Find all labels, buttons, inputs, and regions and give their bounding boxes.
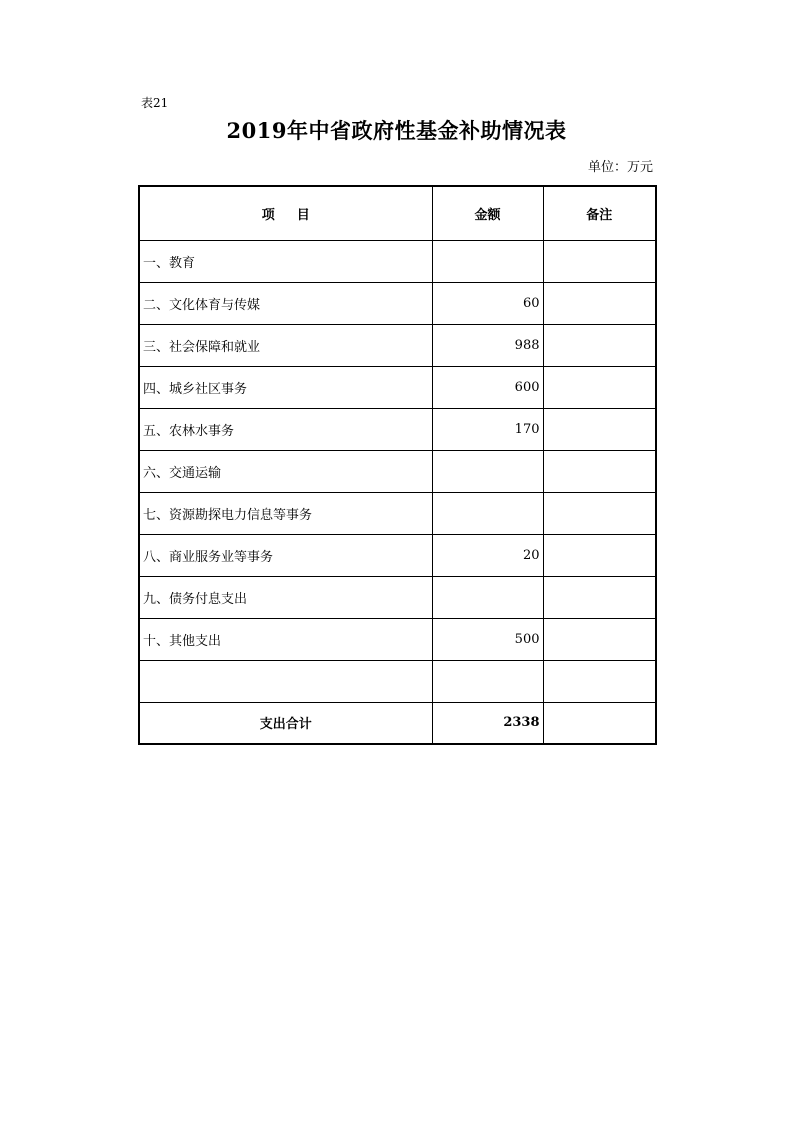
row-item xyxy=(139,660,432,702)
row-note xyxy=(543,282,656,324)
row-item: 八、商业服务业等事务 xyxy=(139,534,432,576)
row-amount: 600 xyxy=(432,366,543,408)
unit-label: 单位：万元 xyxy=(587,160,653,175)
row-amount: 170 xyxy=(432,408,543,450)
row-item: 九、债务付息支出 xyxy=(139,576,432,618)
row-note xyxy=(543,408,656,450)
row-amount xyxy=(432,660,543,702)
row-note xyxy=(543,366,656,408)
total-amount: 2338 xyxy=(432,702,543,744)
row-item: 十、其他支出 xyxy=(139,618,432,660)
row-item: 五、农林水事务 xyxy=(139,408,432,450)
row-item: 四、城乡社区事务 xyxy=(139,366,432,408)
row-note xyxy=(543,240,656,282)
header-item-label: 项目 xyxy=(261,207,332,223)
table-row xyxy=(139,408,656,450)
row-note xyxy=(543,660,656,702)
total-row xyxy=(139,702,656,744)
row-note xyxy=(543,618,656,660)
row-note xyxy=(543,450,656,492)
table-row xyxy=(139,618,656,660)
fund-subsidy-table xyxy=(138,185,657,745)
row-amount: 988 xyxy=(432,324,543,366)
table-number-label: 表21 xyxy=(141,96,169,110)
total-label: 支出合计 xyxy=(139,702,432,744)
row-amount xyxy=(432,576,543,618)
row-amount: 20 xyxy=(432,534,543,576)
table-row xyxy=(139,282,656,324)
table-row xyxy=(139,492,656,534)
table-row xyxy=(139,576,656,618)
table-row xyxy=(139,366,656,408)
table-row-empty xyxy=(139,660,656,702)
row-amount xyxy=(432,450,543,492)
row-note xyxy=(543,534,656,576)
table-header-row xyxy=(139,186,656,240)
header-amount: 金额 xyxy=(432,186,543,240)
page-title: 2019年中省政府性基金补助情况表 xyxy=(226,118,567,143)
table-row xyxy=(139,534,656,576)
row-item: 七、资源勘探电力信息等事务 xyxy=(139,492,432,534)
row-item: 二、文化体育与传媒 xyxy=(139,282,432,324)
table-row xyxy=(139,324,656,366)
header-item xyxy=(139,186,432,240)
row-item: 一、教育 xyxy=(139,240,432,282)
table-row xyxy=(139,240,656,282)
row-amount: 500 xyxy=(432,618,543,660)
row-amount: 60 xyxy=(432,282,543,324)
row-note xyxy=(543,492,656,534)
header-note: 备注 xyxy=(543,186,656,240)
row-note xyxy=(543,324,656,366)
row-amount xyxy=(432,240,543,282)
total-note xyxy=(543,702,656,744)
table-row xyxy=(139,450,656,492)
row-amount xyxy=(432,492,543,534)
row-item: 三、社会保障和就业 xyxy=(139,324,432,366)
row-item: 六、交通运输 xyxy=(139,450,432,492)
row-note xyxy=(543,576,656,618)
